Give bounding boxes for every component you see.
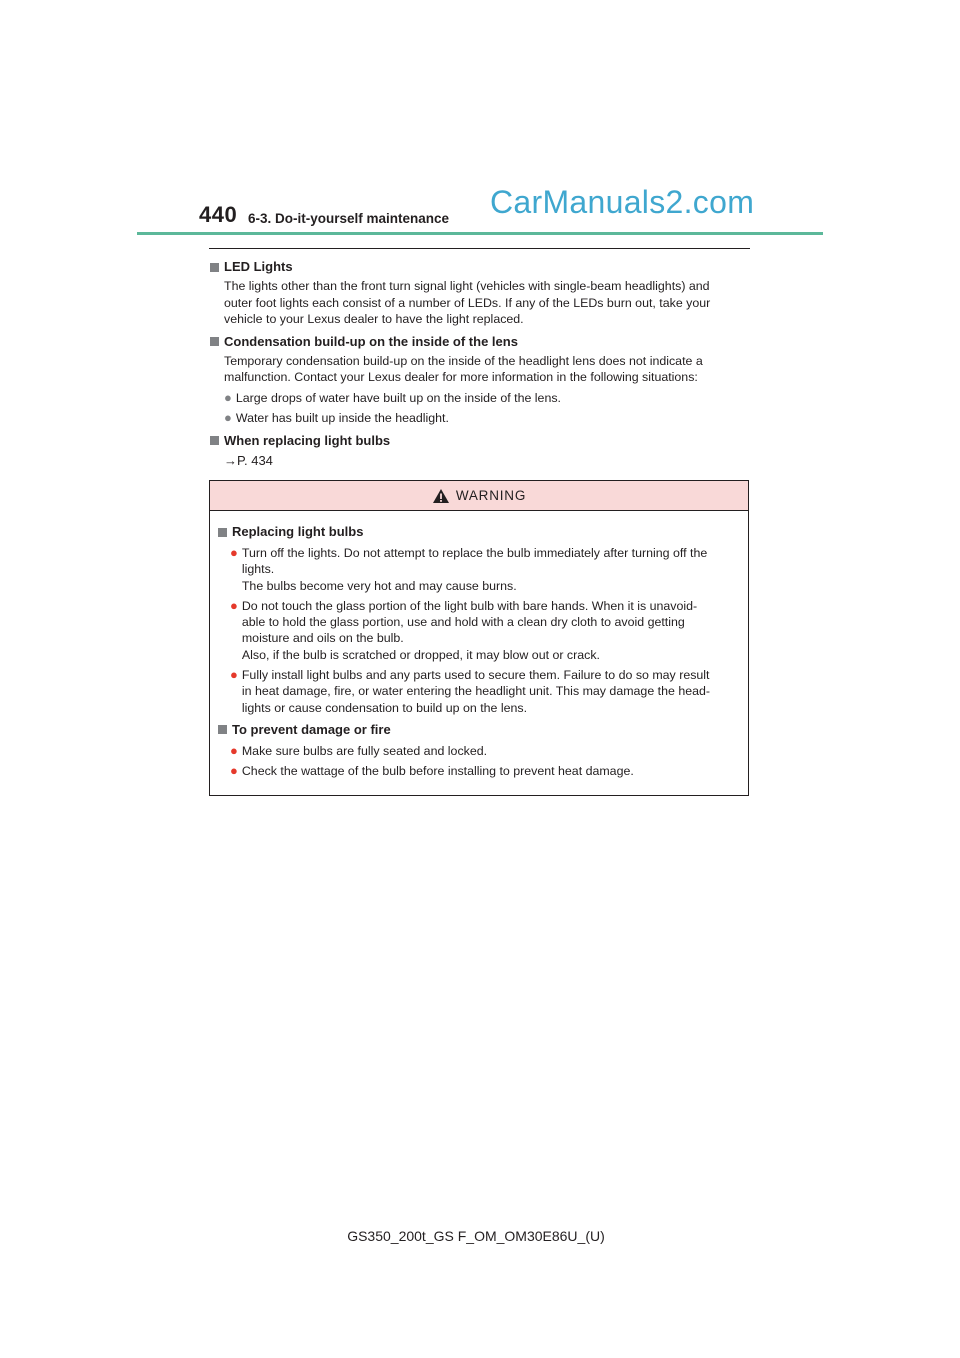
warning-item: [230, 598, 742, 663]
warning-line: Fully install light bulbs and any parts used to secure them. Failure to do so may result: [241, 668, 710, 683]
warning-line: Also, if the bulb is scratched or dropped, it may blow out or crack.: [241, 647, 600, 662]
page-number: 440: [199, 202, 238, 227]
section-heading-text: When replacing light bulbs: [224, 432, 391, 448]
list-item: [224, 390, 750, 407]
warning-triangle-icon: [432, 488, 450, 504]
section-paragraph: [224, 278, 750, 328]
warning-group-title: Replacing light bulbs: [232, 524, 364, 539]
warning-box: [209, 480, 749, 796]
warning-group-heading: [218, 721, 742, 739]
section-title: 6-3. Do-it-yourself maintenance: [248, 211, 450, 226]
section-heading-text: Condensation build-up on the inside of the lens: [224, 333, 518, 349]
list-item: [224, 410, 750, 427]
warning-label: WARNING: [455, 488, 527, 503]
list-item-text: Large drops of water have built up on the inside of the lens.: [235, 390, 561, 405]
square-bullet-icon: [210, 436, 219, 445]
main-content: [210, 258, 750, 470]
watermark: CarManuals2.com: [490, 184, 755, 220]
warning-line: lights.: [241, 562, 275, 577]
bullet-dot-icon: ●: [230, 667, 238, 683]
bullet-dot-icon: ●: [230, 597, 238, 613]
section-heading-text: LED Lights: [224, 259, 293, 274]
bullet-dot-icon: ●: [224, 389, 232, 405]
square-bullet-icon: [218, 725, 227, 734]
warning-line: Check the wattage of the bulb before installing to prevent heat damage.: [241, 764, 634, 779]
bullet-dot-icon: ●: [230, 763, 238, 779]
bullet-dot-icon: ●: [224, 410, 232, 425]
page-footer: GS350_200t_GS F_OM_OM30E86U_(U): [347, 1228, 605, 1244]
warning-line: Make sure bulbs are fully seated and locked.: [241, 743, 488, 758]
warning-line: in heat damage, fire, or water entering the headlight unit. This may damage the head-: [241, 684, 711, 699]
page-reference-link[interactable]: →P. 434: [224, 452, 273, 468]
bullet-dot-icon: ●: [230, 742, 238, 758]
paragraph-line: vehicle to your Lexus dealer to have the light replaced.: [224, 312, 524, 326]
square-bullet-icon: [218, 528, 227, 537]
paragraph-line: Temporary condensation build-up on the inside of the headlight lens does not indicate a: [224, 353, 703, 368]
square-bullet-icon: [210, 337, 219, 346]
section-heading-condensation: [210, 333, 750, 351]
section-heading-led-lights: [210, 258, 750, 276]
warning-item: [230, 763, 742, 779]
square-bullet-icon: [210, 263, 219, 272]
warning-item: [230, 743, 742, 759]
warning-line: Turn off the lights. Do not attempt to replace the bulb immediately after turning off the: [241, 546, 708, 560]
header-rule: [137, 232, 823, 235]
warning-body: [210, 511, 748, 780]
section-paragraph: [224, 353, 750, 386]
warning-header: [210, 481, 748, 511]
paragraph-line: The lights other than the front turn signal light (vehicles with single-beam headlights) and: [224, 279, 710, 293]
content-divider: [209, 248, 750, 249]
bullet-dot-icon: ●: [230, 545, 238, 560]
warning-group-heading: [218, 523, 742, 541]
warning-line: moisture and oils on the bulb.: [241, 631, 404, 646]
warning-line: able to hold the glass portion, use and hold with a clean dry cloth to avoid getting: [241, 615, 685, 630]
paragraph-line: outer foot lights each consist of a number of LEDs. If any of the LEDs burn out, take your: [224, 295, 711, 310]
warning-line: lights or cause condensation to build up on the lens.: [241, 700, 528, 715]
page-header: [0, 0, 960, 240]
warning-group-title: To prevent damage or fire: [232, 721, 391, 737]
warning-line: Do not touch the glass portion of the light bulb with bare hands. When it is unavoid-: [241, 598, 698, 613]
warning-line: The bulbs become very hot and may cause burns.: [241, 578, 517, 593]
paragraph-line: malfunction. Contact your Lexus dealer for more information in the following situations:: [224, 370, 698, 384]
section-heading-replacing-bulbs: [210, 432, 750, 450]
warning-item: [230, 545, 742, 594]
warning-item: [230, 667, 742, 716]
list-item-text: Water has built up inside the headlight.: [235, 411, 449, 425]
